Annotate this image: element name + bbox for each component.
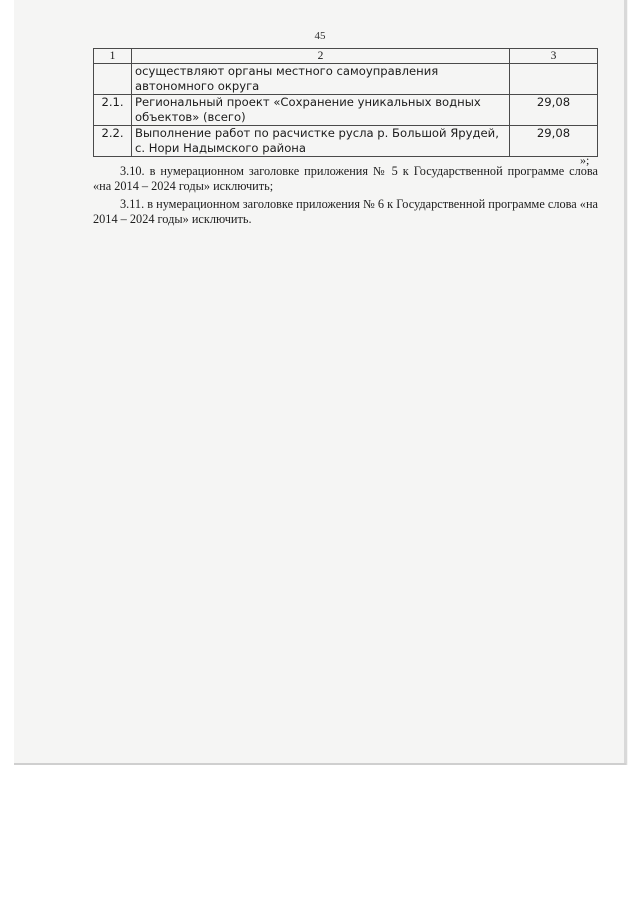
table-row [94,126,598,157]
row-number [94,64,132,95]
column-header-1: 1 [94,49,132,64]
paragraph-3-10 [93,164,598,194]
budget-table [93,48,598,157]
row-number: 2.2. [94,126,132,157]
page-edge-shadow [624,0,627,765]
table-row [94,95,598,126]
row-text: Региональный проект «Сохранение уникальных водных объектов» (всего) [132,95,510,126]
column-header-2: 2 [132,49,510,64]
page-bottom-edge [14,763,626,765]
row-value: 29,08 [510,126,598,157]
column-header-3: 3 [510,49,598,64]
paragraph-text: 3.10. в нумерационном заголовке приложения № 5 к Государственной программе слова «на 2014 – 2024 годы» исключить; [93,164,598,193]
paragraph-text: 3.11. в нумерационном заголовке приложения № 6 к Государственной программе слова «на 2014 – 2024 годы» исключить. [93,197,598,226]
table-header-row [94,49,598,64]
row-text: Выполнение работ по расчистке русла р. Большой Ярудей, с. Нори Надымского района [132,126,510,157]
row-number: 2.1. [94,95,132,126]
row-value: 29,08 [510,95,598,126]
paragraph-3-11 [93,197,598,227]
closing-quote-mark: »; [580,153,590,167]
row-text: осуществляют органы местного самоуправления автономного округа [132,64,510,95]
row-value [510,64,598,95]
page-number: 45 [314,30,326,42]
table-row [94,64,598,95]
